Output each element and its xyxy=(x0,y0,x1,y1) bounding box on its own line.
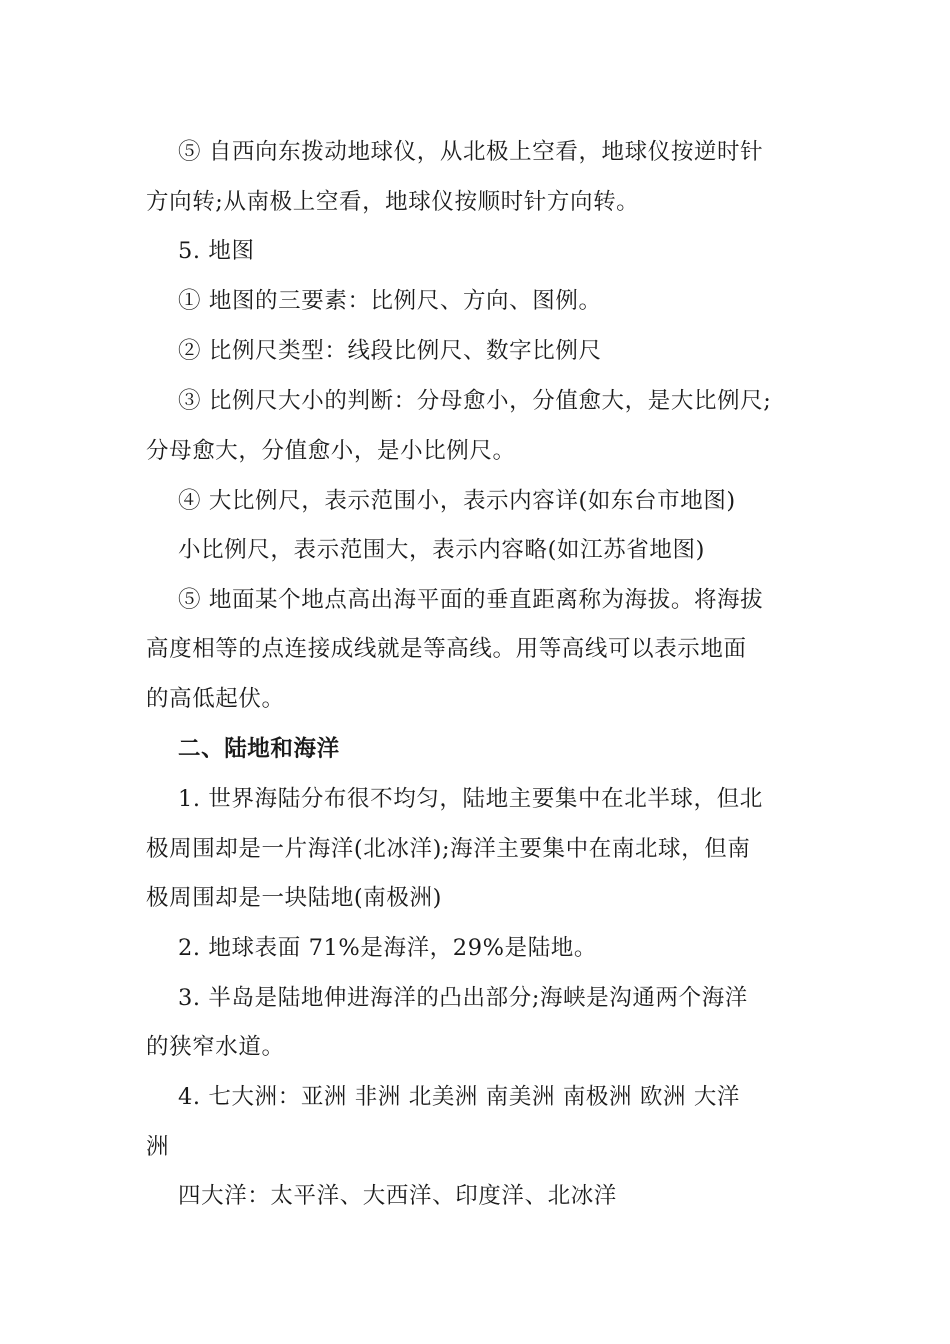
text-line: 高度相等的点连接成线就是等高线。用等高线可以表示地面 xyxy=(146,636,747,662)
text-line: 3. 半岛是陆地伸进海洋的凸出部分;海峡是沟通两个海洋 xyxy=(178,985,748,1011)
text-line: ① 地图的三要素：比例尺、方向、图例。 xyxy=(178,288,602,314)
text-line: 洲 xyxy=(146,1134,170,1160)
text-line: 4. 七大洲：亚洲 非洲 北美洲 南美洲 南极洲 欧洲 大洋 xyxy=(178,1084,741,1110)
text-line: 方向转;从南极上空看，地球仪按顺时针方向转。 xyxy=(146,189,640,215)
text-line: 的高低起伏。 xyxy=(146,686,285,712)
text-line: ② 比例尺类型：线段比例尺、数字比例尺 xyxy=(178,338,602,364)
text-line: 极周围却是一片海洋(北冰洋);海洋主要集中在南北球，但南 xyxy=(146,836,751,862)
text-line: 四大洋：太平洋、大西洋、印度洋、北冰洋 xyxy=(178,1183,617,1209)
text-line: 小比例尺，表示范围大，表示内容略(如江苏省地图) xyxy=(178,537,705,563)
text-line: ③ 比例尺大小的判断：分母愈小，分值愈大，是大比例尺; xyxy=(178,388,772,414)
text-line: 2. 地球表面 71%是海洋，29%是陆地。 xyxy=(178,935,597,961)
text-line: ⑤ 地面某个地点高出海平面的垂直距离称为海拔。将海拔 xyxy=(178,587,764,613)
text-line: 分母愈大，分值愈小，是小比例尺。 xyxy=(146,438,516,464)
text-line: ⑤ 自西向东拨动地球仪，从北极上空看，地球仪按逆时针 xyxy=(178,139,764,165)
text-line: 的狭窄水道。 xyxy=(146,1034,285,1060)
section-heading: 二、陆地和海洋 xyxy=(178,736,340,762)
text-line: 极周围却是一块陆地(南极洲) xyxy=(146,885,442,911)
text-line: 1. 世界海陆分布很不均匀，陆地主要集中在北半球，但北 xyxy=(178,786,763,812)
text-line: ④ 大比例尺，表示范围小，表示内容详(如东台市地图) xyxy=(178,488,736,514)
section-number: 5. 地图 xyxy=(178,238,255,264)
